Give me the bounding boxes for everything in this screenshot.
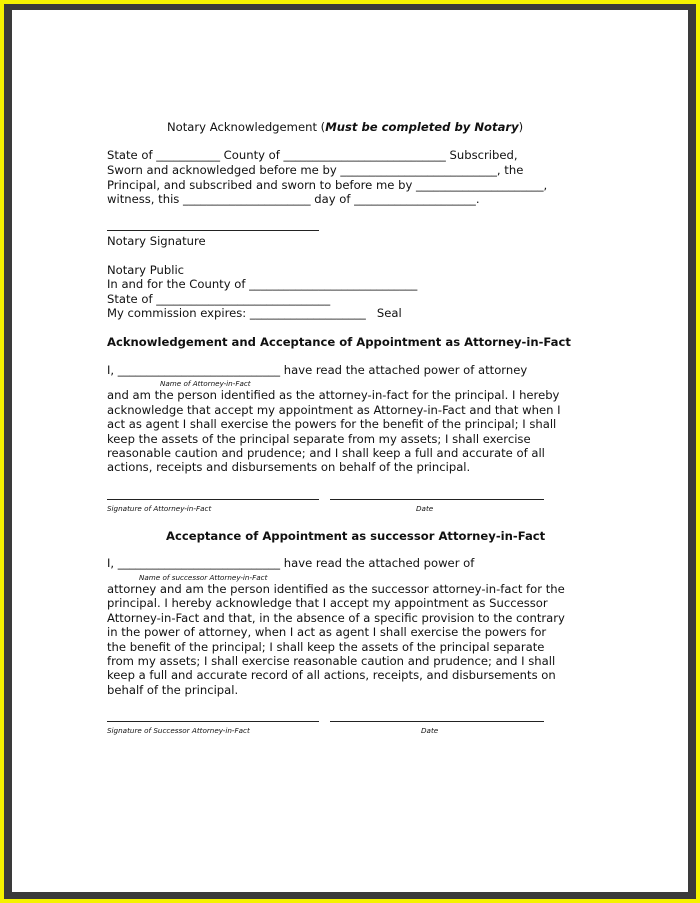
notary-line-3: Principal, and subscribed and sworn to before me by ______________________, [107, 178, 548, 192]
notary-public-line-4: My commission expires: ____________________ Seal [107, 306, 402, 320]
successor-body-2: principal. I hereby acknowledge that I accept my appointment as Successor [107, 596, 548, 610]
successor-signature-caption: Signature of Successor Attorney-in-Fact [107, 726, 250, 735]
notary-public-line-3: State of ______________________________ [107, 292, 331, 306]
attorney-date-line [330, 499, 544, 500]
document-page [12, 10, 688, 892]
attorney-first-line: I, ____________________________ have read the attached power of attorney [107, 363, 528, 377]
attorney-body-2: acknowledge that accept my appointment as Attorney-in-Fact and that when I [107, 403, 561, 417]
notary-title [167, 120, 523, 134]
successor-body-5: the benefit of the principal; I shall keep the assets of the principal separate [107, 640, 545, 654]
notary-line-1: State of ___________ County of ____________________________ Subscribed, [107, 148, 518, 162]
successor-date-caption: Date [421, 726, 439, 735]
successor-body-7: keep a full and accurate record of all actions, receipts, and disbursements on [107, 668, 556, 682]
attorney-date-caption: Date [416, 504, 434, 513]
successor-body-1: attorney and am the person identified as the successor attorney-in-fact for the [107, 582, 565, 596]
notary-public-line-2: In and for the County of _____________________________ [107, 277, 418, 291]
attorney-body-1: and am the person identified as the attorney-in-fact for the principal. I hereby [107, 388, 560, 402]
successor-body-3: Attorney-in-Fact and that, in the absence of a specific provision to the contrary [107, 611, 565, 625]
successor-body-4: in the power of attorney, when I act as agent I shall exercise the powers for [107, 625, 547, 639]
attorney-heading: Acknowledgement and Acceptance of Appointment as Attorney-in-Fact [107, 335, 571, 349]
attorney-body-3: act as agent I shall exercise the powers for the benefit of the principal; I shall [107, 417, 557, 431]
notary-title-text: Notary Acknowledgement ( [167, 120, 326, 134]
notary-public-line-1: Notary Public [107, 263, 185, 277]
notary-signature-label: Notary Signature [107, 234, 206, 248]
successor-date-line [330, 721, 544, 722]
notary-signature-line [107, 230, 319, 231]
successor-name-caption: Name of successor Attorney-in-Fact [139, 573, 268, 582]
attorney-body-4: keep the assets of the principal separate from my assets; I shall exercise [107, 432, 531, 446]
attorney-body-6: actions, receipts and disbursements on behalf of the principal. [107, 460, 471, 474]
successor-signature-line [107, 721, 319, 722]
successor-first-line: I, ____________________________ have read the attached power of [107, 556, 475, 570]
attorney-signature-caption: Signature of Attorney-in-Fact [107, 504, 212, 513]
notary-title-emphasis: Must be completed by Notary [325, 120, 519, 134]
attorney-body-5: reasonable caution and prudence; and I shall keep a full and accurate of all [107, 446, 545, 460]
attorney-signature-line [107, 499, 319, 500]
notary-line-2: Sworn and acknowledged before me by ___________________________, the [107, 163, 524, 177]
notary-title-end: ) [518, 120, 524, 134]
notary-line-4: witness, this ______________________ day of _____________________. [107, 192, 480, 206]
successor-heading: Acceptance of Appointment as successor Attorney-in-Fact [166, 529, 546, 543]
attorney-name-caption: Name of Attorney-in-Fact [160, 379, 251, 388]
successor-body-6: from my assets; I shall exercise reasonable caution and prudence; and I shall [107, 654, 556, 668]
successor-body-8: behalf of the principal. [107, 683, 239, 697]
